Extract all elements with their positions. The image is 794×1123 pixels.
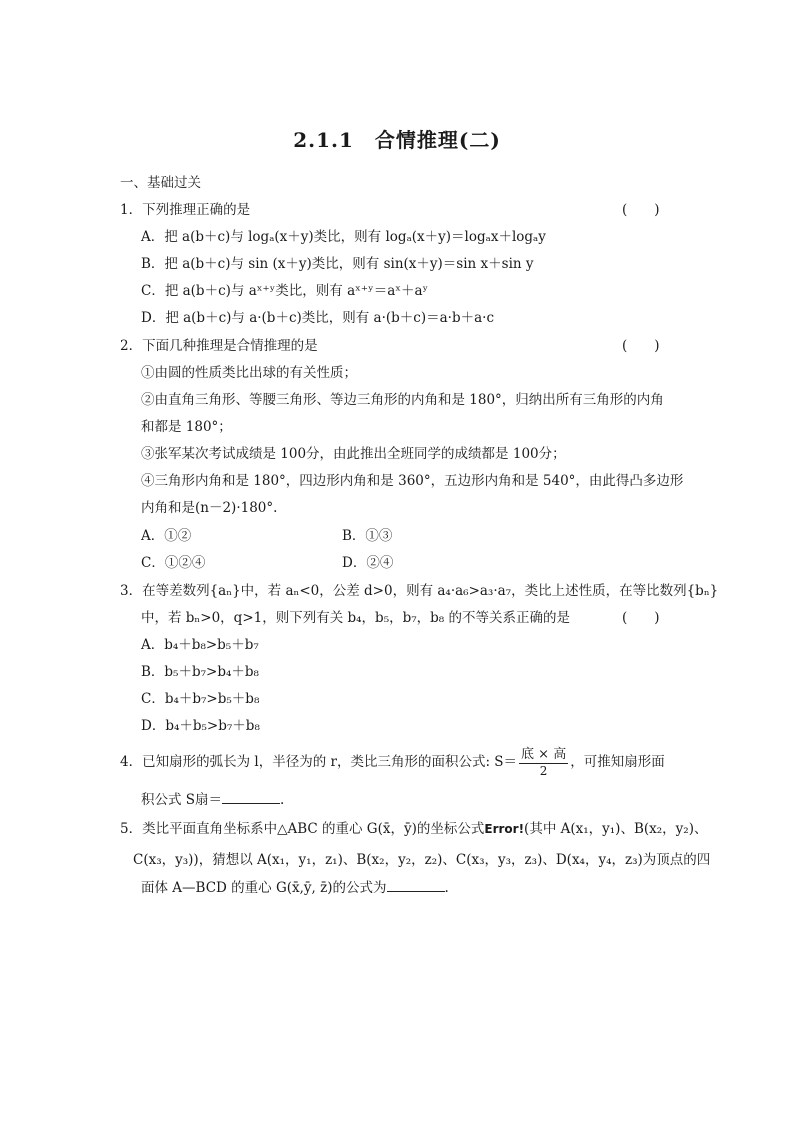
q3-stem: 3．在等差数列{aₙ}中，若 aₙ<0，公差 d>0，则有 a₄·a₆>a₃·a₇，类比上述性质，在等比数列{bₙ} (120, 583, 719, 599)
section-heading: 一、基础过关 (120, 175, 201, 191)
q4-period: . (280, 792, 285, 808)
q5-stem (120, 820, 707, 838)
q1-option-b: B．把 a(b＋c)与 sin (x＋y)类比，则有 sin(x＋y)＝sin x＋sin y (141, 256, 534, 272)
q3-option-c: C．b₄＋b₇>b₅＋b₈ (141, 691, 260, 707)
q5-stem-tail: (其中 A(x₁，y₁)、B(x₂，y₂)、 (524, 821, 708, 837)
q3-option-d: D．b₄＋b₅>b₇＋b₈ (141, 718, 260, 734)
q2-statement-4: ④三角形内角和是 180°，四边形内角和是 360°，五边形内角和是 540°，由此得凸多边形 (141, 473, 684, 489)
q5-stem-cont: C(x₃，y₃))，猜想以 A(x₁，y₁，z₁)、B(x₂，y₂，z₂)、C(x₃，y₃，z₃)、D(x₄，y₄，z₃)为顶点的四 (133, 852, 711, 868)
q5-stem-text: 5．类比平面直角坐标系中△ABC 的重心 G(x̄，ȳ)的坐标公式 (120, 821, 485, 837)
q4-answer-line (141, 790, 284, 809)
q1-answer-paren: ( ) (622, 202, 660, 218)
q2-answer-paren: ( ) (622, 338, 660, 354)
q2-stem: 2．下面几种推理是合情推理的是 (120, 338, 318, 354)
q2-statement-1: ①由圆的性质类比出球的有关性质； (141, 365, 357, 381)
q1-option-d: D．把 a(b＋c)与 a·(b＋c)类比，则有 a·(b＋c)＝a·b＋a·c (141, 310, 495, 326)
q1-option-a: A．把 a(b＋c)与 logₐ(x＋y)类比，则有 logₐ(x＋y)＝logₐx＋logₐy (141, 229, 546, 245)
q4-stem-tail: ，可推知扇形面 (570, 754, 665, 770)
q2-option-a: A．①② (141, 528, 192, 544)
q2-option-c: C．①②④ (141, 555, 206, 571)
q4-answer-blank[interactable] (222, 790, 280, 804)
page-title: 2.1.1 合情推理(二) (293, 128, 501, 152)
q3-option-a: A．b₄＋b₈>b₅＋b₇ (141, 637, 259, 653)
q2-option-d: D．②④ (342, 555, 394, 571)
q5-answer-line (141, 878, 449, 897)
q5-formula-label: 面体 A—BCD 的重心 G(x̄,ȳ, z̄)的公式为 (141, 880, 387, 896)
q3-stem-cont: 中，若 bₙ>0，q>1，则下列有关 b₄，b₅，b₇，b₈ 的不等关系正确的是 (141, 610, 571, 626)
q2-statement-2: ②由直角三角形、等腰三角形、等边三角形的内角和是 180°，归纳出所有三角形的内角 (141, 392, 664, 408)
q5-answer-blank[interactable] (387, 878, 445, 892)
q4-fraction-numerator: 底 × 高 (521, 747, 567, 762)
q1-option-c: C．把 a(b＋c)与 aˣ⁺ʸ类比，则有 aˣ⁺ʸ＝aˣ＋aʸ (141, 283, 429, 299)
q4-fraction-denominator: 2 (539, 764, 548, 778)
q2-statement-3: ③张军某次考试成绩是 100分，由此推出全班同学的成绩都是 100分； (141, 446, 566, 462)
q4-stem (120, 745, 665, 779)
q5-error-text: Error! (484, 822, 525, 836)
q4-fraction (519, 746, 568, 779)
q4-formula-label: 积公式 S扇＝ (141, 792, 223, 808)
q4-stem-text: 4．已知扇形的弧长为 l，半径为的 r，类比三角形的面积公式: S＝ (120, 754, 518, 770)
q2-statement-2-cont: 和都是 180°； (141, 419, 232, 435)
q3-option-b: B．b₅＋b₇>b₄＋b₈ (141, 664, 259, 680)
q5-period: . (444, 880, 449, 896)
q3-answer-paren: ( ) (622, 610, 660, 626)
q2-option-b: B．①③ (342, 528, 393, 544)
q2-statement-4-cont: 内角和是(n－2)·180°. (141, 500, 278, 516)
q1-stem: 1．下列推理正确的是 (120, 202, 251, 218)
